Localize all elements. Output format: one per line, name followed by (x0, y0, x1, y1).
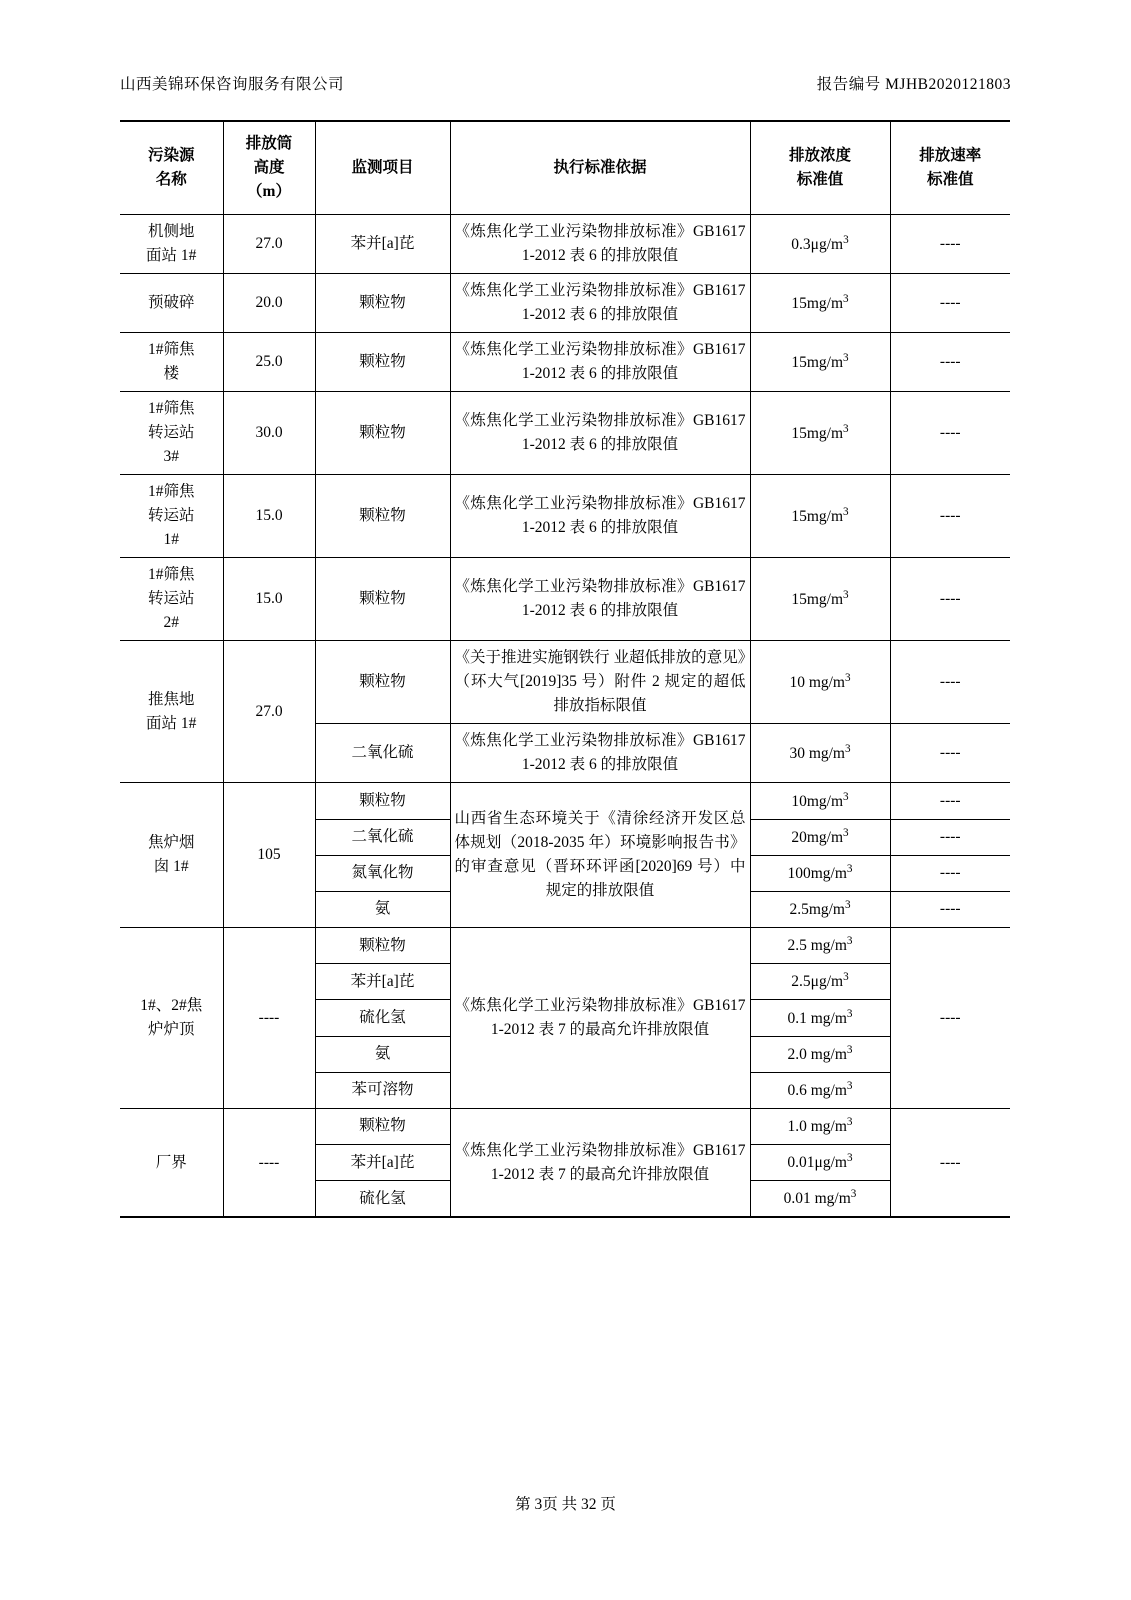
cell-item: 颗粒物 (315, 392, 450, 475)
cell-item: 硫化氢 (315, 1181, 450, 1218)
cell-source: 1#、2#焦 炉炉顶 (120, 928, 223, 1109)
cell-concentration: $15mg/m^3$ (750, 558, 890, 641)
table-head (120, 121, 1010, 215)
table-row (120, 392, 1010, 475)
table-row (120, 215, 1010, 274)
cell-item: 颗粒物 (315, 333, 450, 392)
cell-rate: ---- (890, 215, 1010, 274)
cell-source: 1#筛焦 楼 (120, 333, 223, 392)
cell-source: 1#筛焦 转运站 2# (120, 558, 223, 641)
cell-item: 硫化氢 (315, 1000, 450, 1036)
column-header-source: 污染源 名称 (120, 121, 223, 215)
cell-standard: 《炼焦化学工业污染物排放标准》GB16171-2012 表 6 的排放限值 (450, 558, 750, 641)
column-header-monitor-item: 监测项目 (315, 121, 450, 215)
cell-source: 厂界 (120, 1108, 223, 1217)
cell-height: ---- (223, 1108, 315, 1217)
cell-concentration: 2.0 $mg/m^3$ (750, 1036, 890, 1072)
column-header-stack-height: 排放筒 高度 （m） (223, 121, 315, 215)
cell-item: 氨 (315, 1036, 450, 1072)
cell-concentration: 0.6 $mg/m^3$ (750, 1072, 890, 1108)
cell-height: 30.0 (223, 392, 315, 475)
cell-source: 焦炉烟 囱 1# (120, 783, 223, 928)
table-row (120, 641, 1010, 724)
cell-rate: ---- (890, 333, 1010, 392)
cell-concentration: 30 $mg/m^3$ (750, 724, 890, 783)
cell-item: 颗粒物 (315, 558, 450, 641)
column-header-standard-basis: 执行标准依据 (450, 121, 750, 215)
cell-height: 27.0 (223, 641, 315, 783)
cell-item: 颗粒物 (315, 783, 450, 819)
cell-standard: 《炼焦化学工业污染物排放标准》GB16171-2012 表 6 的排放限值 (450, 392, 750, 475)
cell-concentration: 0.01 $mg/m^3$ (750, 1181, 890, 1218)
cell-concentration: $10mg/m^3$ (750, 783, 890, 819)
cell-item: 氨 (315, 891, 450, 927)
cell-rate: ---- (890, 475, 1010, 558)
cell-height: 27.0 (223, 215, 315, 274)
cell-standard: 《炼焦化学工业污染物排放标准》GB16171-2012 表 7 的最高允许排放限值 (450, 1108, 750, 1217)
cell-rate: ---- (890, 274, 1010, 333)
cell-concentration: $0.3\mu g/m^3$ (750, 215, 890, 274)
cell-concentration: 1.0 $mg/m^3$ (750, 1108, 890, 1144)
page-header (120, 72, 1011, 94)
cell-concentration: 2.5 $mg/m^3$ (750, 928, 890, 964)
cell-source: 1#筛焦 转运站 3# (120, 392, 223, 475)
cell-standard: 《炼焦化学工业污染物排放标准》GB16171-2012 表 6 的排放限值 (450, 333, 750, 392)
cell-rate: ---- (890, 641, 1010, 724)
table-body (120, 215, 1010, 1218)
cell-standard: 《炼焦化学工业污染物排放标准》GB16171-2012 表 6 的排放限值 (450, 724, 750, 783)
table-row (120, 475, 1010, 558)
cell-concentration: $2.5mg/m^3$ (750, 891, 890, 927)
cell-source: 机侧地 面站 1# (120, 215, 223, 274)
cell-item: 苯并[a]芘 (315, 215, 450, 274)
cell-rate: ---- (890, 724, 1010, 783)
cell-rate: ---- (890, 392, 1010, 475)
cell-rate: ---- (890, 1108, 1010, 1217)
table-row (120, 274, 1010, 333)
cell-rate: ---- (890, 819, 1010, 855)
cell-height: 15.0 (223, 558, 315, 641)
table-row (120, 333, 1010, 392)
column-header-concentration-limit: 排放浓度 标准值 (750, 121, 890, 215)
cell-item: 二氧化硫 (315, 819, 450, 855)
cell-rate: ---- (890, 928, 1010, 1109)
table-row (120, 783, 1010, 819)
cell-concentration: $15mg/m^3$ (750, 333, 890, 392)
cell-height: ---- (223, 928, 315, 1109)
header-company: 山西美锦环保咨询服务有限公司 (120, 76, 345, 93)
cell-concentration: $15mg/m^3$ (750, 274, 890, 333)
cell-concentration: $20mg/m^3$ (750, 819, 890, 855)
cell-standard: 《炼焦化学工业污染物排放标准》GB16171-2012 表 7 的最高允许排放限值 (450, 928, 750, 1109)
cell-concentration: $15mg/m^3$ (750, 392, 890, 475)
cell-item: 苯并[a]芘 (315, 964, 450, 1000)
cell-item: 颗粒物 (315, 641, 450, 724)
cell-item: 氮氧化物 (315, 855, 450, 891)
cell-concentration: $0.01\mu g/m^3$ (750, 1145, 890, 1181)
cell-source: 推焦地 面站 1# (120, 641, 223, 783)
header-report-number: 报告编号 MJHB2020121803 (816, 76, 1011, 93)
cell-rate: ---- (890, 558, 1010, 641)
cell-item: 颗粒物 (315, 928, 450, 964)
cell-rate: ---- (890, 855, 1010, 891)
emission-standards-table (120, 120, 1010, 1218)
column-header-rate-limit: 排放速率 标准值 (890, 121, 1010, 215)
cell-concentration: $2.5\mu g/m^3$ (750, 964, 890, 1000)
cell-item: 颗粒物 (315, 274, 450, 333)
table-header-row (120, 121, 1010, 215)
cell-concentration: 10 $mg/m^3$ (750, 641, 890, 724)
cell-concentration: $100mg/m^3$ (750, 855, 890, 891)
table-row (120, 1108, 1010, 1144)
cell-concentration: $15mg/m^3$ (750, 475, 890, 558)
cell-item: 二氧化硫 (315, 724, 450, 783)
cell-rate: ---- (890, 891, 1010, 927)
table-row (120, 928, 1010, 964)
cell-item: 苯并[a]芘 (315, 1145, 450, 1181)
cell-height: 15.0 (223, 475, 315, 558)
cell-standard: 《炼焦化学工业污染物排放标准》GB16171-2012 表 6 的排放限值 (450, 475, 750, 558)
table-row (120, 558, 1010, 641)
cell-item: 颗粒物 (315, 475, 450, 558)
cell-height: 105 (223, 783, 315, 928)
cell-concentration: 0.1 $mg/m^3$ (750, 1000, 890, 1036)
cell-height: 20.0 (223, 274, 315, 333)
cell-source: 预破碎 (120, 274, 223, 333)
cell-height: 25.0 (223, 333, 315, 392)
cell-item: 苯可溶物 (315, 1072, 450, 1108)
cell-rate: ---- (890, 783, 1010, 819)
page-footer (0, 1492, 1131, 1514)
page-number: 第 3页 共 32 页 (515, 1496, 616, 1513)
cell-item: 颗粒物 (315, 1108, 450, 1144)
cell-standard: 《炼焦化学工业污染物排放标准》GB16171-2012 表 6 的排放限值 (450, 215, 750, 274)
cell-standard: 《炼焦化学工业污染物排放标准》GB16171-2012 表 6 的排放限值 (450, 274, 750, 333)
cell-source: 1#筛焦 转运站 1# (120, 475, 223, 558)
cell-standard: 《关于推进实施钢铁行 业超低排放的意见》（环大气[2019]35 号）附件 2 规定的超低排放指标限值 (450, 641, 750, 724)
cell-standard: 山西省生态环境关于《清徐经济开发区总体规划（2018-2035 年）环境影响报告书》的审查意见（晋环环评函[2020]69 号）中规定的排放限值 (450, 783, 750, 928)
